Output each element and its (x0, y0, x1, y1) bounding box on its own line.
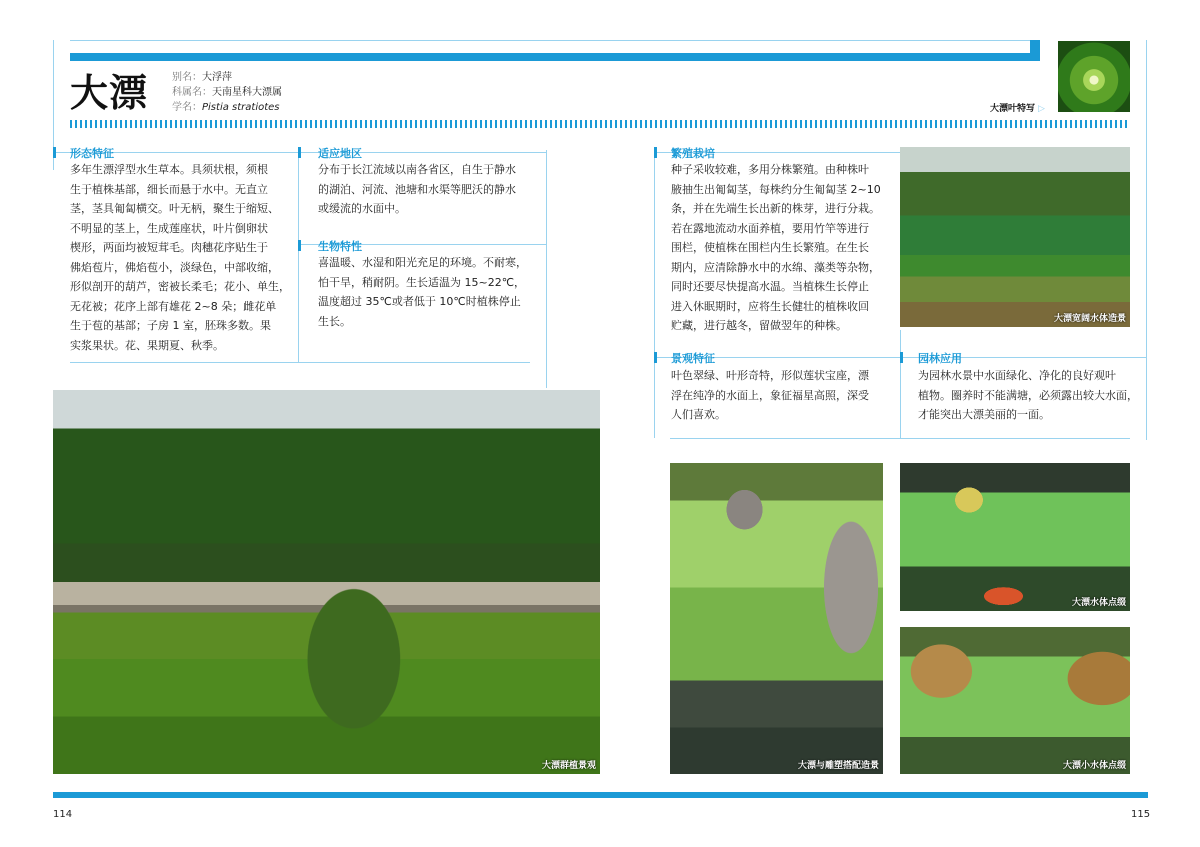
section-marker (298, 147, 301, 158)
text-line: 围栏，使植株在围栏内生长繁殖。在生长 (671, 241, 869, 254)
text-line: 若在露地流动水面养植，要用竹竿等进行 (671, 221, 869, 235)
section-title-biology: 生物特性 (318, 240, 362, 253)
section-title-propagation: 繁殖栽培 (671, 147, 715, 160)
alias-label: 别名： (172, 72, 202, 83)
photo-sculpture (670, 463, 883, 774)
guide-line (1146, 40, 1147, 440)
photo-caption: 大漂水体点缀 (1071, 598, 1126, 608)
top-thin-rule (70, 40, 1035, 41)
top-bar-hook (1030, 40, 1040, 61)
guide-line (900, 330, 901, 438)
text-line: 浮在纯净的水面上，象征福星高照，深受 (671, 388, 869, 402)
text-line: 温度超过 35℃或者低于 10℃时植株停止 (318, 295, 521, 308)
section-body-region (318, 160, 540, 219)
section-title-garden: 园林应用 (918, 352, 962, 365)
text-line: 楔形，两面均被短茸毛。肉穗花序贴生于 (70, 241, 268, 254)
text-line: 无花被；花序上部有雄花 2~8 朵；雌花单 (70, 299, 277, 313)
text-line: 形似剖开的葫芦，密被长柔毛；花小、单生， (70, 280, 290, 293)
photo-water-accent (900, 463, 1130, 611)
text-line: 或缓流的水面中。 (318, 202, 406, 215)
text-line: 的湖泊、河流、池塘和水渠等肥沃的静水 (318, 182, 516, 196)
photo-group-planting (53, 390, 600, 774)
photo-caption: 大漂与雕塑搭配造景 (797, 761, 879, 771)
family-value: 天南星科大漂属 (212, 87, 282, 98)
top-bar (70, 53, 1040, 61)
dashed-ruler (70, 120, 1130, 128)
page-number-right: 115 (1131, 809, 1151, 820)
family-label: 科属名： (172, 87, 212, 98)
section-marker (654, 147, 657, 158)
section-marker (53, 147, 56, 158)
section-body-propagation (671, 160, 895, 336)
guide-line (298, 150, 299, 362)
text-line: 叶色翠绿、叶形奇特，形似莲状宝座，漂 (671, 369, 869, 382)
text-line: 植物。圈养时不能满塘，必须露出较大水面， (918, 388, 1138, 402)
guide-line (70, 362, 530, 363)
text-line: 人们喜欢。 (671, 408, 726, 421)
text-line: 怕干旱，稍耐阴。生长适温为 15~22℃， (318, 275, 526, 289)
section-marker (298, 240, 301, 251)
section-title-morphology: 形态特征 (70, 147, 114, 160)
text-line: 腋抽生出匍匐茎，每株约分生匍匐茎 2~10 (671, 182, 881, 196)
text-line: 分布于长江流域以南各省区，自生于静水 (318, 163, 516, 176)
leaf-closeup-thumbnail (1058, 41, 1130, 112)
text-line: 实浆果状。花、果期夏、秋季。 (70, 338, 224, 352)
photo-caption: 大漂群植景观 (541, 761, 596, 771)
alias-value: 大浮萍 (202, 72, 232, 83)
bottom-bar (53, 792, 1148, 798)
guide-line (654, 150, 655, 438)
section-marker (900, 352, 903, 363)
text-line: 茎，茎具匍匐横交。叶无柄，聚生于缩短、 (70, 202, 279, 215)
section-body-biology (318, 253, 540, 331)
photo-caption: 大漂小水体点缀 (1062, 761, 1126, 771)
photo-caption: 大漂宽阔水体造景 (1053, 314, 1126, 324)
photo-small-water (900, 627, 1130, 774)
section-title-region: 适应地区 (318, 147, 362, 160)
guide-line (670, 438, 1130, 439)
section-title-landscape: 景观特征 (671, 352, 715, 365)
text-line: 为园林水景中水面绿化、净化的良好观叶 (918, 369, 1116, 382)
text-line: 期内，应清除静水中的水绵、藻类等杂物， (671, 260, 880, 274)
section-body-morphology (70, 160, 292, 355)
guide-line (546, 150, 547, 388)
text-line: 生于植株基部，细长而悬于水中。无直立 (70, 182, 268, 196)
text-line: 佛焰苞片，佛焰苞小，淡绿色，中部收缩， (70, 260, 279, 274)
text-line: 才能突出大漂美丽的一面。 (918, 408, 1050, 421)
thumbnail-caption (990, 101, 1045, 114)
text-line: 多年生漂浮型水生草本。具须状根，须根 (70, 163, 268, 176)
text-line: 不明显的茎上，生成莲座状，叶片倒卵状 (70, 221, 268, 235)
photo-wide-water (900, 147, 1130, 327)
page-number-left: 114 (53, 809, 73, 820)
scientific-value: Pistia stratiotes (202, 102, 280, 113)
text-line: 生于苞的基部；子房 1 室，胚珠多数。果 (70, 319, 271, 332)
section-body-landscape (671, 366, 895, 425)
triangle-right-icon: ▷ (1038, 104, 1045, 114)
scientific-label: 学名： (172, 102, 202, 113)
text-line: 同时还要尽快提高水温。当植株生长停止 (671, 280, 869, 293)
text-line: 种子采收较难，多用分株繁殖。由种株叶 (671, 163, 869, 176)
text-line: 条，并在先端生长出新的株芽，进行分栽。 (671, 202, 880, 215)
section-marker (654, 352, 657, 363)
text-line: 生长。 (318, 314, 351, 328)
plant-meta (172, 70, 282, 115)
thumbnail-caption-text: 大漂叶特写 (990, 104, 1036, 114)
text-line: 贮藏，进行越冬，留做翌年的种株。 (671, 319, 847, 332)
text-line: 进入休眠期时，应将生长健壮的植株收回 (671, 299, 869, 313)
text-line: 喜温暖、水湿和阳光充足的环境。不耐寒， (318, 256, 527, 269)
page-title: 大漂 (70, 71, 149, 115)
section-body-garden (918, 366, 1144, 425)
